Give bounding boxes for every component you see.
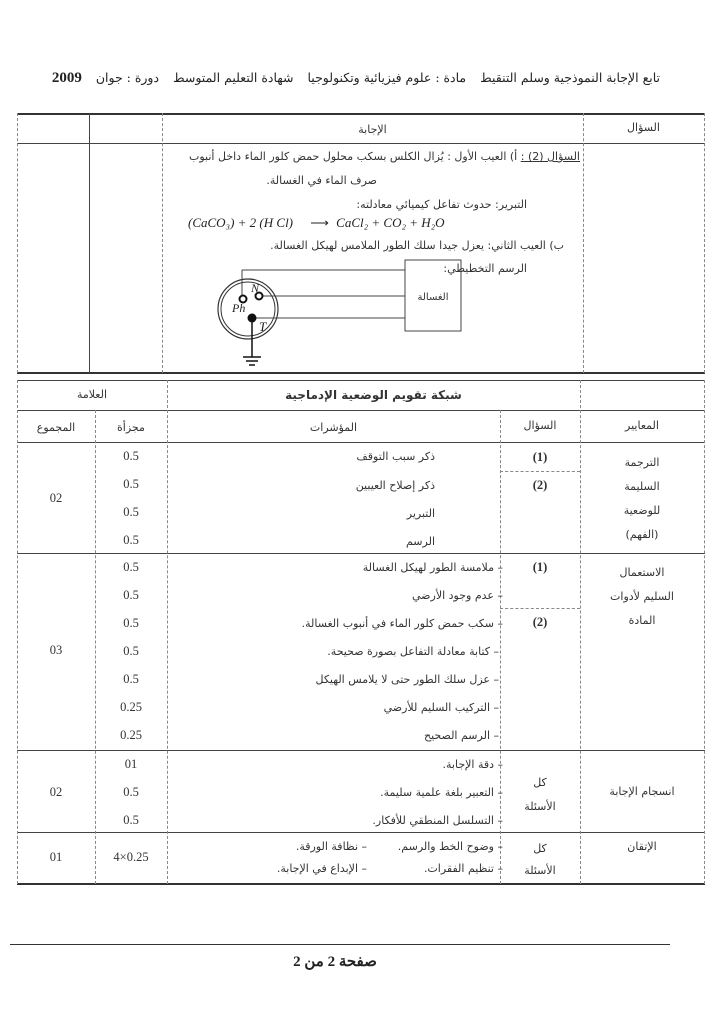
header-indicators: المؤشرات: [309, 421, 358, 434]
question-ref: (2): [532, 478, 548, 492]
indicator: – التعبير بلغة علمية سليمة.: [380, 786, 503, 799]
indicator: – كتابة معادلة التفاعل بصورة صحيحة.: [327, 645, 499, 658]
answer-fault1: [189, 150, 580, 163]
header-criteria: المعايير: [625, 419, 659, 432]
indicator: – التسلسل المنطقي للأفكار.: [372, 814, 503, 827]
indicator: – ملامسة الطور لهيكل الغسالة: [362, 561, 503, 574]
total-mark: 01: [49, 850, 63, 864]
footer-divider: [10, 944, 670, 945]
indicator: – دقة الإجابة.: [442, 758, 503, 771]
indicator: – تنظيم الفقرات.: [423, 862, 503, 875]
answer-fault2: ب) العيب الثاني: يعزل جيدا سلك الطور الملامس لهيكل الغسالة.: [270, 239, 564, 252]
partial-mark: 01: [124, 757, 138, 771]
total-mark: 02: [49, 491, 63, 505]
partial-mark: 0.5: [123, 785, 139, 799]
answer-col-answer-header: الإجابة: [358, 123, 387, 136]
partial-mark: 0.5: [123, 616, 139, 630]
marks-header: العلامة: [76, 388, 108, 401]
indicator: ذكر سبب التوقف: [356, 450, 435, 463]
header-question: السؤال: [523, 419, 557, 432]
indicator: ذكر إصلاح العيبين: [355, 479, 435, 492]
grading-title: شبكة تقويم الوضعية الإدماجية: [285, 388, 462, 402]
equation-left: (CaCO₃) + 2 (H Cl): [188, 215, 294, 230]
total-mark: 03: [49, 643, 63, 657]
wiring-diagram: [210, 255, 480, 370]
label-phase: Ph: [232, 301, 246, 315]
partial-mark: 0.5: [123, 588, 139, 602]
answer-col-question-header: السؤال: [627, 121, 660, 134]
total-mark: 02: [49, 785, 63, 799]
page-header: [51, 70, 660, 87]
washing-machine-label: الغسالة: [417, 292, 449, 303]
socket-outer-ring: [218, 279, 278, 339]
partial-mark: 0.5: [123, 449, 139, 463]
indicator: – عدم وجود الأرضي: [412, 589, 503, 602]
header-partial: مجزأة: [117, 421, 145, 434]
criterion-comprehension: الترجمة السليمة للوضعية (الفهم): [623, 456, 661, 541]
label-neutral: N: [251, 281, 260, 295]
answer-fault1-text: أ) العيب الأول : يُزال الكلس بسكب محلول حمض كلور الماء داخل أنبوب: [189, 150, 518, 163]
header-exam: شهادة التعليم المتوسط: [173, 70, 294, 85]
label-earth: T: [259, 319, 267, 334]
partial-mark: 0.5: [123, 477, 139, 491]
partial-mark: 0.5: [123, 560, 139, 574]
indicator: – الإبداع في الإجابة.: [276, 862, 367, 875]
partial-mark: 0.5: [123, 813, 139, 827]
indicator: – نظافة الورقة.: [295, 840, 367, 853]
header-year: 2009: [51, 70, 82, 86]
socket-inner-ring: [221, 282, 275, 336]
question-ref-all: كل الأسئلة: [524, 776, 556, 813]
header-subject: مادة : علوم فيزيائية وتكنولوجيا: [307, 70, 467, 85]
answer-justification: التبرير: حدوث تفاعل كيميائي معادلته:: [356, 198, 527, 211]
ground-icon: [243, 357, 261, 365]
question-ref: (1): [532, 560, 548, 574]
indicator: – الرسم الصحيح: [424, 729, 499, 742]
partial-mark: 0.5: [123, 672, 139, 686]
indicator: التبرير: [406, 507, 435, 520]
partial-mark: 4×0.25: [113, 850, 149, 864]
indicator: الرسم: [405, 535, 435, 548]
partial-mark: 0.25: [120, 728, 142, 742]
partial-mark: 0.5: [123, 644, 139, 658]
question-ref: (2): [532, 615, 548, 629]
indicator: – سكب حمض كلور الماء في أنبوب الغسالة.: [301, 617, 503, 630]
indicator: – عزل سلك الطور حتى لا يلامس الهيكل: [315, 673, 499, 686]
indicator: – التركيب السليم للأرضي: [383, 701, 499, 714]
question-ref: (1): [532, 450, 548, 464]
reaction-arrow-icon: ⟶: [310, 215, 329, 230]
answer-diagram-label: الرسم التخطيطي:: [443, 262, 527, 275]
criterion-mastery: الإتقان: [627, 840, 657, 853]
header-session: دورة : جوان: [95, 70, 160, 85]
equation-right: CaCl₂ + CO₂ + H₂O: [336, 215, 445, 230]
header-title: تابع الإجابة النموذجية وسلم التنقيط: [480, 70, 660, 85]
answer-question-ref: السؤال (2) :: [520, 150, 580, 163]
header-total: المجموع: [36, 421, 76, 434]
question-ref-all: كل الأسئلة: [524, 842, 556, 877]
criterion-coherence: انسجام الإجابة: [609, 785, 675, 798]
partial-mark: 0.5: [123, 533, 139, 547]
indicator: – وضوح الخط والرسم.: [397, 840, 503, 853]
page-number: صفحة 2 من 2: [293, 954, 377, 970]
partial-mark: 0.5: [123, 505, 139, 519]
criterion-proper-use: الاستعمال السليم لأدوات المادة: [610, 566, 674, 627]
answer-fault1-cont: صرف الماء في الغسالة.: [266, 174, 377, 187]
partial-mark: 0.25: [120, 700, 142, 714]
chemical-equation: [188, 215, 445, 231]
